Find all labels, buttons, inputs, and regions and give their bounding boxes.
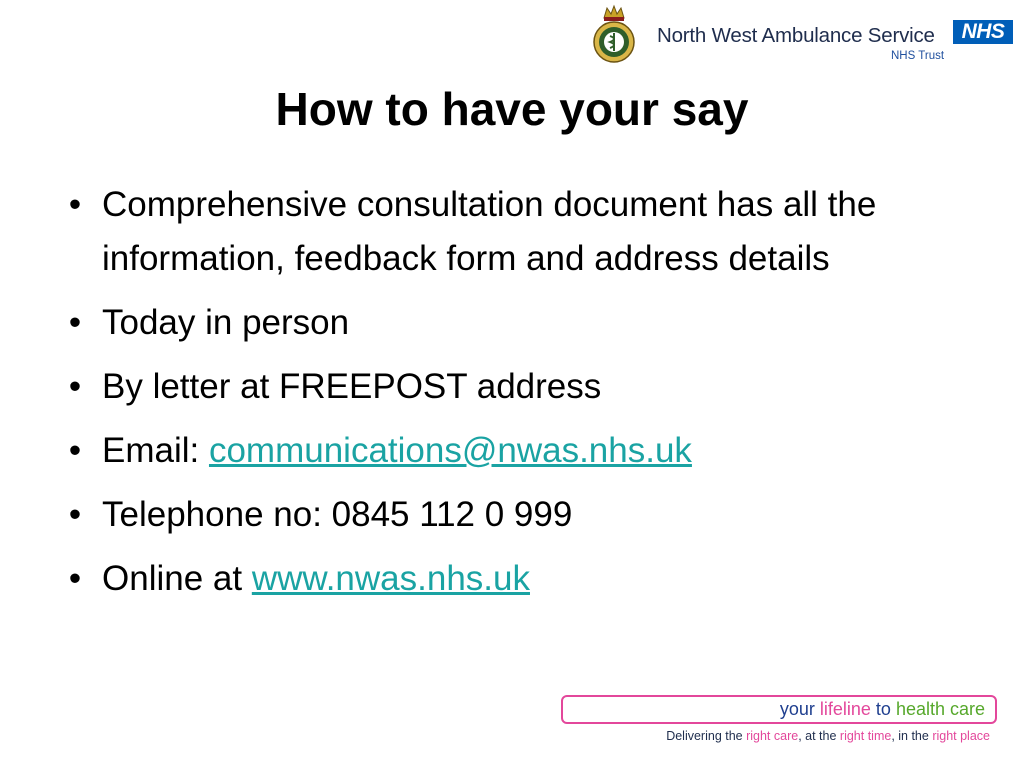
- org-subtitle: NHS Trust: [891, 50, 945, 62]
- bullet-dot: •: [68, 185, 82, 224]
- bullet-text: Comprehensive consultation document has all the information, feedback form and address details: [102, 185, 877, 278]
- bullet-item: [60, 488, 980, 542]
- email-link[interactable]: communications@nwas.nhs.uk: [208, 431, 692, 470]
- tagline-sub-part: , at the: [798, 729, 840, 743]
- bullet-item-email: [60, 424, 980, 478]
- bullet-text: Telephone no: 0845 112 0 999: [102, 495, 573, 534]
- bullet-dot: •: [68, 559, 82, 598]
- tagline-part: to: [870, 699, 896, 719]
- bullet-item: [60, 360, 980, 414]
- bullet-dot: •: [68, 367, 82, 406]
- website-link[interactable]: www.nwas.nhs.uk: [251, 559, 530, 598]
- bullet-text: Online at: [102, 559, 252, 598]
- bullet-text: Email:: [102, 431, 209, 470]
- header-logo: [590, 4, 1020, 66]
- tagline-banner: [561, 695, 997, 724]
- bullet-item-online: [60, 552, 980, 606]
- ambulance-crest-icon: [590, 4, 638, 66]
- tagline-sub-part: right care: [746, 729, 799, 743]
- tagline-sub-part: right time: [839, 729, 892, 743]
- bullet-text: By letter at FREEPOST address: [102, 367, 602, 406]
- tagline-part: your: [779, 699, 815, 719]
- bullet-item: [60, 296, 980, 350]
- bullet-dot: •: [68, 303, 82, 342]
- bullet-dot: •: [68, 495, 82, 534]
- bullet-text: Today in person: [102, 303, 350, 342]
- bullet-list: [60, 178, 980, 616]
- bullet-item: [60, 178, 980, 286]
- tagline-sub-part: Delivering the: [666, 729, 747, 743]
- slide-title: How to have your say: [275, 83, 749, 135]
- nhs-logo: NHS: [953, 20, 1013, 44]
- tagline-part: lifeline: [819, 699, 871, 719]
- tagline-part: health care: [895, 699, 985, 719]
- tagline-sub-part: right place: [932, 729, 990, 743]
- bullet-dot: •: [68, 431, 82, 470]
- tagline-sub-part: , in the: [891, 729, 933, 743]
- org-name: North West Ambulance Service: [657, 24, 935, 47]
- tagline-subtitle: [560, 729, 990, 743]
